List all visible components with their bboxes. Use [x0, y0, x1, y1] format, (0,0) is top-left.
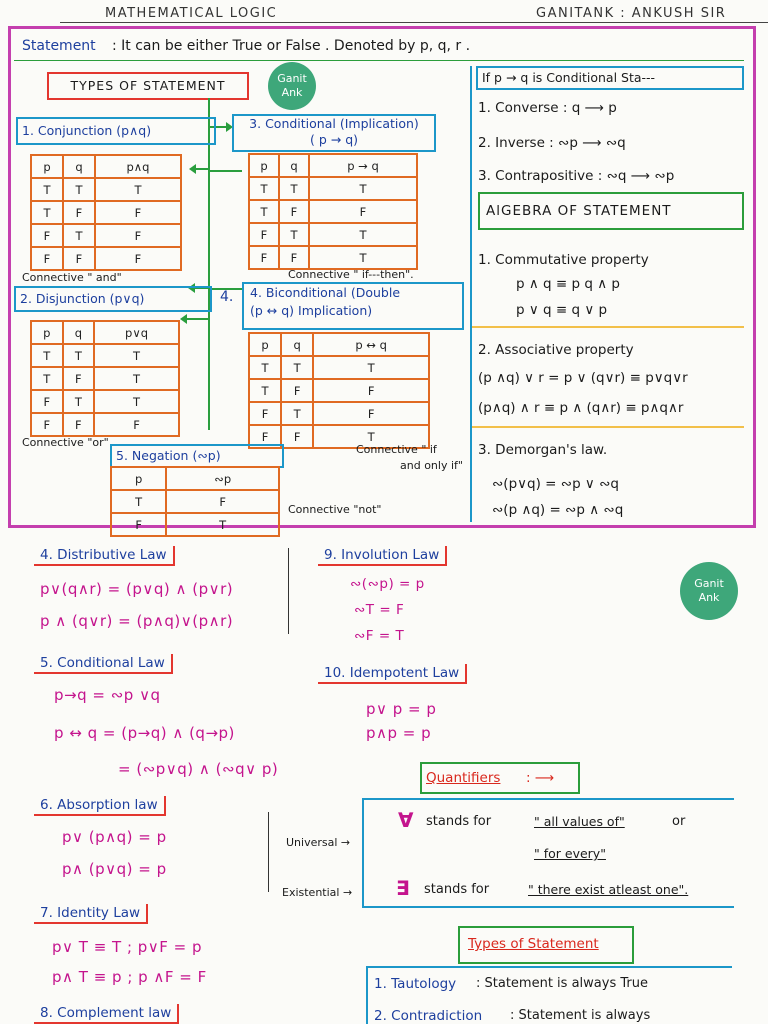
truth-table-cell: p: [31, 155, 63, 178]
truth-table-cell: p: [31, 321, 63, 344]
disjunction-connective: Connective "or": [22, 436, 109, 449]
truth-table-cell: T: [249, 356, 281, 379]
truth-table-cell: F: [309, 200, 417, 223]
biconditional-title: 4. Biconditional (Double: [250, 285, 401, 300]
absorption-line-1: p∨ (p∧q) = p: [62, 828, 167, 846]
truth-table-cell: F: [95, 247, 181, 270]
truth-table-row: [249, 223, 417, 246]
contrapositive-item: 3. Contrapositive : ∾q ⟶ ∾p: [478, 168, 675, 184]
conditional-connective: Connective " if---then".: [288, 268, 414, 281]
truth-table-cell: ∾p: [166, 467, 279, 490]
universal-text: stands for: [426, 814, 492, 829]
truth-table-cell: q: [279, 154, 309, 177]
quantifiers-title: Quantifiers: [426, 770, 501, 786]
biconditional-subtitle: (p ↔ q) Implication): [250, 303, 373, 318]
distributive-line-2: p ∧ (q∨r) = (p∧q)∨(p∧r): [40, 612, 234, 630]
commutative-line-2: p ∨ q ≡ q ∨ p: [516, 302, 608, 318]
truth-table-cell: F: [281, 425, 313, 448]
truth-table-row: [249, 200, 417, 223]
truth-table-row: [31, 178, 181, 201]
conditional-box-title: If p → q is Conditional Sta---: [476, 66, 744, 90]
tautology-text: : Statement is always True: [476, 976, 648, 991]
existential-label: Existential →: [282, 886, 353, 899]
truth-table-row: [249, 177, 417, 200]
complement-title: 8. Complement law: [34, 1004, 179, 1024]
truth-table-cell: T: [279, 223, 309, 246]
biconditional-title-box: [242, 282, 464, 330]
truth-table-cell: F: [313, 402, 429, 425]
identity-line-1: p∨ T ≡ T ; p∨F = p: [52, 938, 203, 956]
quantifiers-suffix: : ⟶: [526, 770, 555, 786]
types2-title: Types of Statement: [468, 936, 599, 952]
truth-table-cell: T: [249, 200, 279, 223]
converse-item: 1. Converse : q ⟶ p: [478, 100, 617, 116]
quantifier-divider: [268, 812, 269, 892]
header-title: MATHEMATICAL LOGIC: [105, 6, 278, 21]
truth-table-cell: p∧q: [95, 155, 181, 178]
idempotent-line-2: p∧p = p: [366, 724, 432, 742]
truth-table-cell: F: [95, 201, 181, 224]
negation-connective: Connective "not": [288, 503, 382, 516]
truth-table-cell: F: [111, 513, 166, 536]
truth-table-cell: F: [31, 247, 63, 270]
truth-table-cell: F: [94, 413, 179, 436]
negation-title: 5. Negation (∾p): [110, 444, 284, 468]
truth-table-cell: F: [31, 413, 63, 436]
truth-table-cell: T: [63, 178, 95, 201]
truth-table-cell: T: [309, 246, 417, 269]
separator-2: [472, 426, 744, 428]
truth-table-cell: T: [166, 513, 279, 536]
truth-table-cell: T: [309, 223, 417, 246]
truth-table-row: [31, 247, 181, 270]
truth-table-cell: T: [94, 367, 179, 390]
logo-line2: Ank: [281, 86, 303, 99]
conditional-law-line-3: = (∾p∨q) ∧ (∾q∨ p): [118, 760, 279, 778]
truth-table-row: [111, 513, 279, 536]
statement-label: Statement: [22, 38, 96, 54]
conditional-title-box: [232, 114, 436, 152]
truth-table-cell: T: [94, 390, 179, 413]
truth-table-cell: T: [279, 177, 309, 200]
ganitank-logo-2: [680, 562, 738, 620]
universal-symbol: ∀: [398, 808, 414, 832]
types2-left-rule: [366, 966, 368, 1024]
types2-rule: [366, 966, 732, 968]
commutative-title: 1. Commutative property: [478, 252, 649, 268]
negation-truth-table: [110, 466, 280, 537]
truth-table-cell: F: [249, 246, 279, 269]
distributive-line-1: p∨(q∧r) = (p∨q) ∧ (p∨r): [40, 580, 234, 598]
truth-table-cell: F: [166, 490, 279, 513]
truth-table-cell: T: [63, 390, 95, 413]
biconditional-truth-table: [248, 332, 430, 449]
universal-label: Universal →: [286, 836, 351, 849]
conjunction-truth-table: [30, 154, 182, 271]
biconditional-number: 4.: [220, 289, 234, 305]
header-rule: [60, 22, 768, 23]
truth-table-cell: p: [249, 333, 281, 356]
truth-table-cell: p ↔ q: [313, 333, 429, 356]
demorgan-line-1: ∾(p∨q) = ∾p ∨ ∾q: [492, 476, 619, 492]
right-column-divider: [470, 66, 472, 522]
conditional-subtitle: ( p → q): [309, 132, 359, 147]
logo-line1: Ganit: [277, 72, 307, 85]
truth-table-cell: F: [31, 390, 63, 413]
truth-table-header: [111, 467, 279, 490]
truth-table-cell: F: [249, 425, 281, 448]
truth-table-cell: T: [309, 177, 417, 200]
tree-branch-disj-table: [186, 318, 210, 320]
truth-table-cell: T: [249, 379, 281, 402]
existential-quote: " there exist atleast one".: [528, 882, 689, 897]
tree-branch-cond-table: [210, 170, 242, 172]
biconditional-connective: Connective " if: [356, 443, 437, 456]
truth-table-cell: F: [95, 224, 181, 247]
truth-table-cell: T: [313, 425, 429, 448]
truth-table-cell: T: [281, 402, 313, 425]
conditional-truth-table: [248, 153, 418, 270]
truth-table-row: [31, 413, 179, 436]
truth-table-cell: F: [31, 224, 63, 247]
truth-table-cell: T: [31, 344, 63, 367]
quantifier-top-rule: [362, 798, 734, 800]
truth-table-cell: T: [281, 356, 313, 379]
statement-text: : It can be either True or False . Denoted by p, q, r .: [112, 38, 471, 54]
involution-title: 9. Involution Law: [318, 546, 447, 566]
truth-table-row: [31, 367, 179, 390]
truth-table-cell: F: [63, 367, 95, 390]
associative-line-1: (p ∧q) ∨ r = p ∨ (q∨r) ≡ p∨q∨r: [478, 370, 688, 386]
truth-table-cell: F: [313, 379, 429, 402]
truth-table-cell: F: [249, 223, 279, 246]
arrow-left-icon: [189, 164, 196, 174]
idempotent-line-1: p∨ p = p: [366, 700, 437, 718]
truth-table-row: [31, 201, 181, 224]
logo-line2: Ank: [698, 591, 720, 604]
ganitank-logo: [268, 62, 316, 110]
conditional-title: 3. Conditional (Implication): [249, 116, 419, 131]
truth-table-header: [249, 154, 417, 177]
idempotent-title: 10. Idempotent Law: [318, 664, 467, 684]
associative-title: 2. Associative property: [478, 342, 634, 358]
demorgan-title: 3. Demorgan's law.: [478, 442, 608, 458]
quantifier-left-rule: [362, 798, 364, 908]
tree-trunk: [208, 98, 210, 430]
tautology-name: 1. Tautology: [374, 976, 457, 992]
truth-table-header: [31, 155, 181, 178]
contradiction-text: : Statement is always: [510, 1008, 651, 1023]
types-title: TYPES OF STATEMENT: [47, 72, 249, 100]
arrow-left-icon: [180, 314, 187, 324]
conjunction-title: 1. Conjunction (p∧q): [16, 117, 216, 145]
absorption-line-2: p∧ (p∨q) = p: [62, 860, 167, 878]
truth-table-cell: T: [31, 367, 63, 390]
demorgan-line-2: ∾(p ∧q) = ∾p ∧ ∾q: [492, 502, 624, 518]
truth-table-row: [31, 344, 179, 367]
truth-table-row: [31, 224, 181, 247]
truth-table-cell: T: [95, 178, 181, 201]
existential-symbol: ∃: [396, 876, 410, 900]
truth-table-header: [249, 333, 429, 356]
disjunction-truth-table: [30, 320, 180, 437]
truth-table-cell: T: [63, 344, 95, 367]
conditional-law-title: 5. Conditional Law: [34, 654, 173, 674]
truth-table-row: [31, 390, 179, 413]
conditional-law-line-1: p→q = ∾p ∨q: [54, 686, 161, 704]
truth-table-row: [111, 490, 279, 513]
logo-line1: Ganit: [694, 577, 724, 590]
separator-1: [472, 326, 744, 328]
header-author: GANITANK : ANKUSH SIR: [536, 6, 727, 21]
truth-table-cell: T: [249, 177, 279, 200]
universal-or: or: [672, 814, 686, 829]
universal-quote-1: " all values of": [534, 814, 625, 829]
truth-table-cell: T: [31, 201, 63, 224]
identity-title: 7. Identity Law: [34, 904, 148, 924]
truth-table-cell: F: [63, 413, 95, 436]
truth-table-header: [31, 321, 179, 344]
truth-table-cell: p: [249, 154, 279, 177]
disjunction-title: 2. Disjunction (p∨q): [14, 286, 212, 312]
truth-table-cell: F: [279, 200, 309, 223]
truth-table-cell: q: [281, 333, 313, 356]
truth-table-row: [249, 356, 429, 379]
involution-line-2: ∾T = F: [354, 602, 405, 618]
truth-table-row: [249, 402, 429, 425]
statement-divider: [14, 60, 744, 61]
truth-table-cell: p∨q: [94, 321, 179, 344]
truth-table-cell: T: [313, 356, 429, 379]
truth-table-row: [249, 379, 429, 402]
involution-line-3: ∾F = T: [354, 628, 405, 644]
identity-line-2: p∧ T ≡ p ; p ∧F = F: [52, 968, 207, 986]
absorption-title: 6. Absorption law: [34, 796, 166, 816]
law-divider: [288, 548, 289, 634]
truth-table-row: [249, 246, 417, 269]
truth-table-cell: q: [63, 321, 95, 344]
truth-table-cell: T: [111, 490, 166, 513]
inverse-item: 2. Inverse : ∾p ⟶ ∾q: [478, 135, 626, 151]
universal-quote-2: " for every": [534, 846, 606, 861]
contradiction-name: 2. Contradiction: [374, 1008, 483, 1024]
algebra-title: AlGEBRA OF STATEMENT: [478, 192, 744, 230]
truth-table-cell: T: [94, 344, 179, 367]
existential-text: stands for: [424, 882, 490, 897]
biconditional-connective-2: and only if": [400, 459, 463, 472]
truth-table-cell: p → q: [309, 154, 417, 177]
truth-table-cell: T: [63, 224, 95, 247]
truth-table-cell: F: [279, 246, 309, 269]
conditional-law-line-2: p ↔ q = (p→q) ∧ (q→p): [54, 724, 235, 742]
distributive-title: 4. Distributive Law: [34, 546, 175, 566]
commutative-line-1: p ∧ q ≡ p q ∧ p: [516, 276, 620, 292]
truth-table-cell: T: [31, 178, 63, 201]
truth-table-cell: F: [281, 379, 313, 402]
associative-line-2: (p∧q) ∧ r ≡ p ∧ (q∧r) ≡ p∧q∧r: [478, 400, 684, 416]
truth-table-cell: p: [111, 467, 166, 490]
truth-table-cell: q: [63, 155, 95, 178]
conjunction-connective: Connective " and": [22, 271, 122, 284]
involution-line-1: ∾(∾p) = p: [350, 576, 425, 592]
truth-table-cell: F: [249, 402, 281, 425]
truth-table-cell: F: [63, 201, 95, 224]
tree-branch-conj-table: [196, 168, 210, 170]
quantifier-bottom-rule: [362, 906, 734, 908]
truth-table-cell: F: [63, 247, 95, 270]
